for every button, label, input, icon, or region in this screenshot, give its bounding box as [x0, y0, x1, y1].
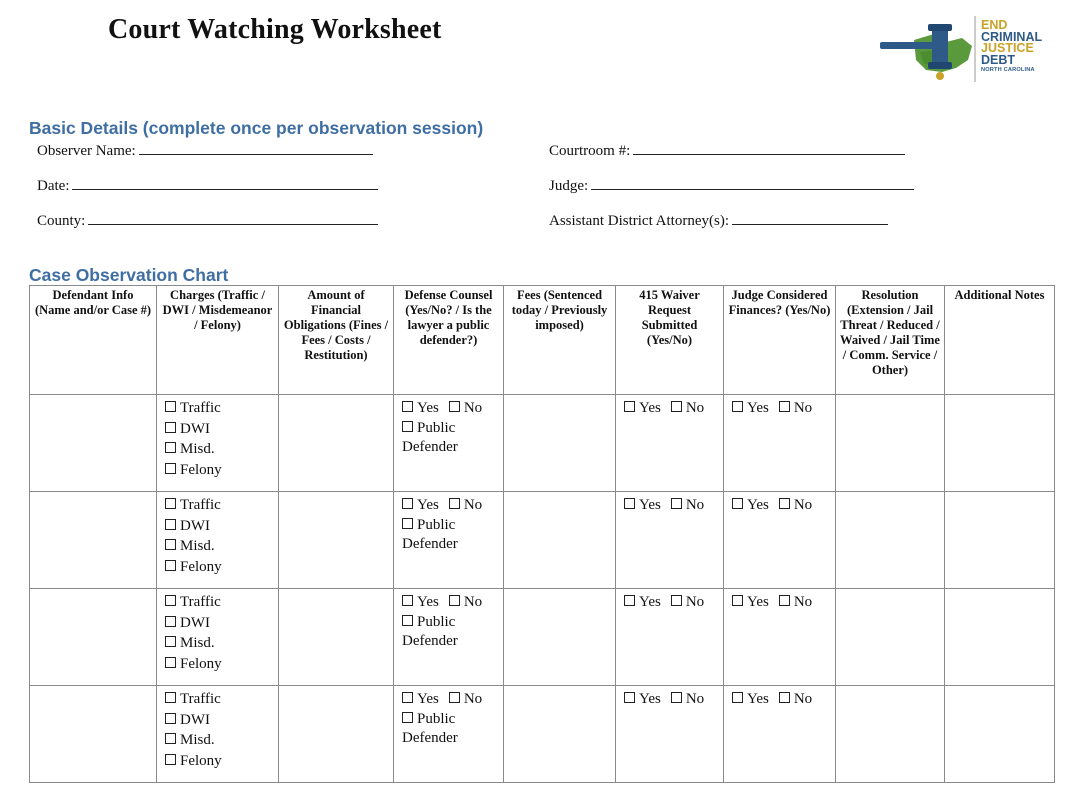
charge-option-misd[interactable] [165, 730, 270, 751]
county-line[interactable] [88, 211, 378, 225]
option-label: DWI [180, 614, 210, 631]
no-label: No [793, 691, 813, 707]
courtroom-field[interactable] [549, 141, 905, 160]
checkbox-icon[interactable] [671, 401, 682, 412]
option-label: DWI [180, 517, 210, 534]
no-label: No [793, 400, 813, 416]
financial-obligations-cell[interactable] [279, 686, 394, 783]
resolution-cell[interactable] [836, 395, 945, 492]
checkbox-icon[interactable] [402, 518, 413, 529]
charge-option-misd[interactable] [165, 536, 270, 557]
header-defendant-info: Defendant Info (Name and/or Case #) [30, 286, 157, 395]
public-label: Public [417, 710, 456, 727]
option-label: Traffic [180, 497, 221, 513]
checkbox-icon[interactable] [402, 615, 413, 626]
yes-label: Yes [417, 497, 439, 513]
yes-label: Yes [639, 497, 661, 513]
checkbox-icon[interactable] [165, 713, 176, 724]
checkbox-icon[interactable] [624, 498, 635, 509]
checkbox-icon[interactable] [671, 692, 682, 703]
charge-option-felony[interactable] [165, 654, 270, 675]
table-row [30, 686, 1055, 783]
header-defense-counsel: Defense Counsel (Yes/No? / Is the lawyer a public defender?) [394, 286, 504, 395]
observer-name-field[interactable] [37, 141, 373, 160]
table-header-row [30, 286, 1055, 395]
checkbox-icon[interactable] [165, 401, 176, 412]
option-label: Misd. [180, 635, 215, 651]
option-label: Felony [180, 655, 222, 672]
checkbox-icon[interactable] [732, 595, 743, 606]
charge-option-dwi[interactable] [165, 710, 270, 731]
yes-label: Yes [417, 400, 439, 416]
checkbox-icon[interactable] [165, 539, 176, 550]
observer-name-line[interactable] [139, 141, 373, 155]
defense-counsel-cell [394, 686, 504, 783]
additional-notes-cell[interactable] [945, 686, 1055, 783]
yes-no-options [624, 495, 715, 516]
county-label: County: [37, 213, 86, 229]
fees-cell[interactable] [504, 589, 616, 686]
observer-name-label: Observer Name: [37, 143, 136, 159]
basic-details-heading: Basic Details (complete once per observation session) [29, 118, 484, 138]
county-field[interactable] [37, 211, 378, 230]
judge-label: Judge: [549, 178, 589, 194]
date-line[interactable] [72, 176, 378, 190]
checkbox-icon[interactable] [624, 595, 635, 606]
financial-obligations-cell[interactable] [279, 589, 394, 686]
yes-label: Yes [639, 594, 661, 610]
yes-no-options [402, 689, 495, 710]
charges-cell [157, 686, 279, 783]
logo-line-justice: JUSTICE [981, 41, 1034, 55]
checkbox-icon[interactable] [165, 733, 176, 744]
checkbox-icon[interactable] [624, 692, 635, 703]
no-label: No [463, 594, 483, 610]
table-row [30, 395, 1055, 492]
no-label: No [685, 594, 705, 610]
yes-no-options [732, 398, 827, 419]
checkbox-icon[interactable] [732, 498, 743, 509]
checkbox-icon[interactable] [165, 463, 176, 474]
public-defender-option[interactable] [402, 710, 495, 729]
fees-cell[interactable] [504, 395, 616, 492]
checkbox-icon[interactable] [732, 401, 743, 412]
logo-subtitle: NORTH CAROLINA [981, 67, 1035, 73]
charge-option-misd[interactable] [165, 633, 270, 654]
defendant-info-cell[interactable] [30, 589, 157, 686]
public-label: Public [417, 516, 456, 533]
checkbox-icon[interactable] [165, 422, 176, 433]
checkbox-icon[interactable] [165, 616, 176, 627]
defense-counsel-cell [394, 589, 504, 686]
date-label: Date: [37, 178, 70, 194]
defender-label: Defender [402, 632, 458, 649]
charge-option-misd[interactable] [165, 439, 270, 460]
fees-cell[interactable] [504, 686, 616, 783]
option-label: Traffic [180, 594, 221, 610]
additional-notes-cell[interactable] [945, 395, 1055, 492]
yes-no-options [624, 592, 715, 613]
defender-label: Defender [402, 535, 458, 552]
yes-label: Yes [639, 400, 661, 416]
header-fees: Fees (Sentenced today / Previously imposed) [504, 286, 616, 395]
charges-cell [157, 589, 279, 686]
public-defender-option[interactable] [402, 516, 495, 535]
yes-no-options [402, 495, 495, 516]
checkbox-icon[interactable] [449, 595, 460, 606]
option-label: Felony [180, 558, 222, 575]
defense-counsel-cell [394, 395, 504, 492]
checkbox-icon[interactable] [402, 712, 413, 723]
checkbox-icon[interactable] [402, 401, 413, 412]
option-label: Misd. [180, 538, 215, 554]
additional-notes-cell[interactable] [945, 492, 1055, 589]
yes-no-options [624, 398, 715, 419]
yes-no-options [732, 592, 827, 613]
yes-label: Yes [747, 691, 769, 707]
no-label: No [793, 594, 813, 610]
checkbox-icon[interactable] [449, 498, 460, 509]
judge-field[interactable] [549, 176, 914, 195]
checkbox-icon[interactable] [449, 401, 460, 412]
logo-line-end: END [981, 18, 1008, 32]
checkbox-icon[interactable] [165, 692, 176, 703]
option-label: Felony [180, 461, 222, 478]
checkbox-icon[interactable] [402, 692, 413, 703]
option-label: DWI [180, 420, 210, 437]
ada-field[interactable] [549, 211, 888, 230]
yes-label: Yes [747, 594, 769, 610]
logo-line-criminal: CRIMINAL [981, 29, 1043, 44]
ada-line[interactable] [732, 211, 888, 225]
case-observation-table [29, 285, 1055, 783]
financial-obligations-cell[interactable] [279, 492, 394, 589]
yes-no-options [624, 689, 715, 710]
checkbox-icon[interactable] [671, 498, 682, 509]
checkbox-icon[interactable] [165, 636, 176, 647]
charge-option-dwi[interactable] [165, 419, 270, 440]
checkbox-icon[interactable] [779, 692, 790, 703]
header-charges: Charges (Traffic / DWI / Misdemeanor / Felony) [157, 286, 279, 395]
defender-label: Defender [402, 438, 458, 455]
option-label: Misd. [180, 441, 215, 457]
case-observation-heading: Case Observation Chart [29, 265, 229, 285]
waiver-cell [616, 686, 724, 783]
yes-label: Yes [417, 691, 439, 707]
checkbox-icon[interactable] [671, 595, 682, 606]
checkbox-icon[interactable] [165, 519, 176, 530]
ada-label: Assistant District Attorney(s): [549, 213, 729, 229]
organization-logo [876, 12, 1056, 84]
yes-no-options [402, 398, 495, 419]
yes-label: Yes [417, 594, 439, 610]
courtroom-label: Courtroom #: [549, 143, 631, 159]
charges-cell [157, 395, 279, 492]
yes-label: Yes [747, 497, 769, 513]
judge-considered-cell [724, 395, 836, 492]
yes-label: Yes [747, 400, 769, 416]
checkbox-icon[interactable] [402, 595, 413, 606]
no-label: No [685, 400, 705, 416]
waiver-cell [616, 395, 724, 492]
checkbox-icon[interactable] [402, 498, 413, 509]
checkbox-icon[interactable] [779, 595, 790, 606]
resolution-cell[interactable] [836, 589, 945, 686]
header-415-waiver: 415 Waiver Request Submitted (Yes/No) [616, 286, 724, 395]
checkbox-icon[interactable] [165, 498, 176, 509]
defendant-info-cell[interactable] [30, 492, 157, 589]
resolution-cell[interactable] [836, 686, 945, 783]
judge-considered-cell [724, 589, 836, 686]
fees-cell[interactable] [504, 492, 616, 589]
checkbox-icon[interactable] [165, 560, 176, 571]
header-financial-obligations: Amount of Financial Obligations (Fines / Fees / Costs / Restitution) [279, 286, 394, 395]
checkbox-icon[interactable] [779, 401, 790, 412]
courtroom-line[interactable] [633, 141, 905, 155]
charge-option-traffic[interactable] [165, 398, 270, 419]
charge-option-felony[interactable] [165, 557, 270, 578]
no-label: No [685, 497, 705, 513]
checkbox-icon[interactable] [165, 595, 176, 606]
option-label: DWI [180, 711, 210, 728]
judge-considered-cell [724, 686, 836, 783]
yes-no-options [732, 495, 827, 516]
additional-notes-cell[interactable] [945, 589, 1055, 686]
date-field[interactable] [37, 176, 378, 195]
no-label: No [463, 497, 483, 513]
defense-counsel-cell [394, 492, 504, 589]
resolution-cell[interactable] [836, 492, 945, 589]
yes-label: Yes [639, 691, 661, 707]
defender-label: Defender [402, 729, 458, 746]
public-label: Public [417, 613, 456, 630]
defendant-info-cell[interactable] [30, 395, 157, 492]
charge-option-traffic[interactable] [165, 495, 270, 516]
header-additional-notes: Additional Notes [945, 286, 1055, 395]
charge-option-felony[interactable] [165, 460, 270, 481]
charge-option-traffic[interactable] [165, 592, 270, 613]
header-judge-considered: Judge Considered Finances? (Yes/No) [724, 286, 836, 395]
charge-option-felony[interactable] [165, 751, 270, 772]
page-title: Court Watching Worksheet [108, 14, 442, 45]
checkbox-icon[interactable] [449, 692, 460, 703]
waiver-cell [616, 492, 724, 589]
defendant-info-cell[interactable] [30, 686, 157, 783]
checkbox-icon[interactable] [165, 442, 176, 453]
charge-option-dwi[interactable] [165, 516, 270, 537]
no-label: No [793, 497, 813, 513]
option-label: Traffic [180, 400, 221, 416]
table-row [30, 589, 1055, 686]
no-label: No [463, 400, 483, 416]
checkbox-icon[interactable] [402, 421, 413, 432]
financial-obligations-cell[interactable] [279, 395, 394, 492]
checkbox-icon[interactable] [779, 498, 790, 509]
judge-considered-cell [724, 492, 836, 589]
no-label: No [685, 691, 705, 707]
public-label: Public [417, 419, 456, 436]
yes-no-options [402, 592, 495, 613]
yes-no-options [732, 689, 827, 710]
table-row [30, 492, 1055, 589]
no-label: No [463, 691, 483, 707]
public-defender-option[interactable] [402, 419, 495, 438]
header-resolution: Resolution (Extension / Jail Threat / Reduced / Waived / Jail Time / Comm. Service / Other) [836, 286, 945, 395]
charge-option-dwi[interactable] [165, 613, 270, 634]
charge-option-traffic[interactable] [165, 689, 270, 710]
checkbox-icon[interactable] [732, 692, 743, 703]
option-label: Felony [180, 752, 222, 769]
option-label: Misd. [180, 732, 215, 748]
gavel-map-icon [876, 12, 981, 84]
checkbox-icon[interactable] [165, 754, 176, 765]
option-label: Traffic [180, 691, 221, 707]
public-defender-option[interactable] [402, 613, 495, 632]
charges-cell [157, 492, 279, 589]
waiver-cell [616, 589, 724, 686]
logo-text [981, 20, 1042, 74]
logo-line-debt: DEBT [981, 52, 1016, 67]
checkbox-icon[interactable] [624, 401, 635, 412]
judge-line[interactable] [591, 176, 914, 190]
checkbox-icon[interactable] [165, 657, 176, 668]
